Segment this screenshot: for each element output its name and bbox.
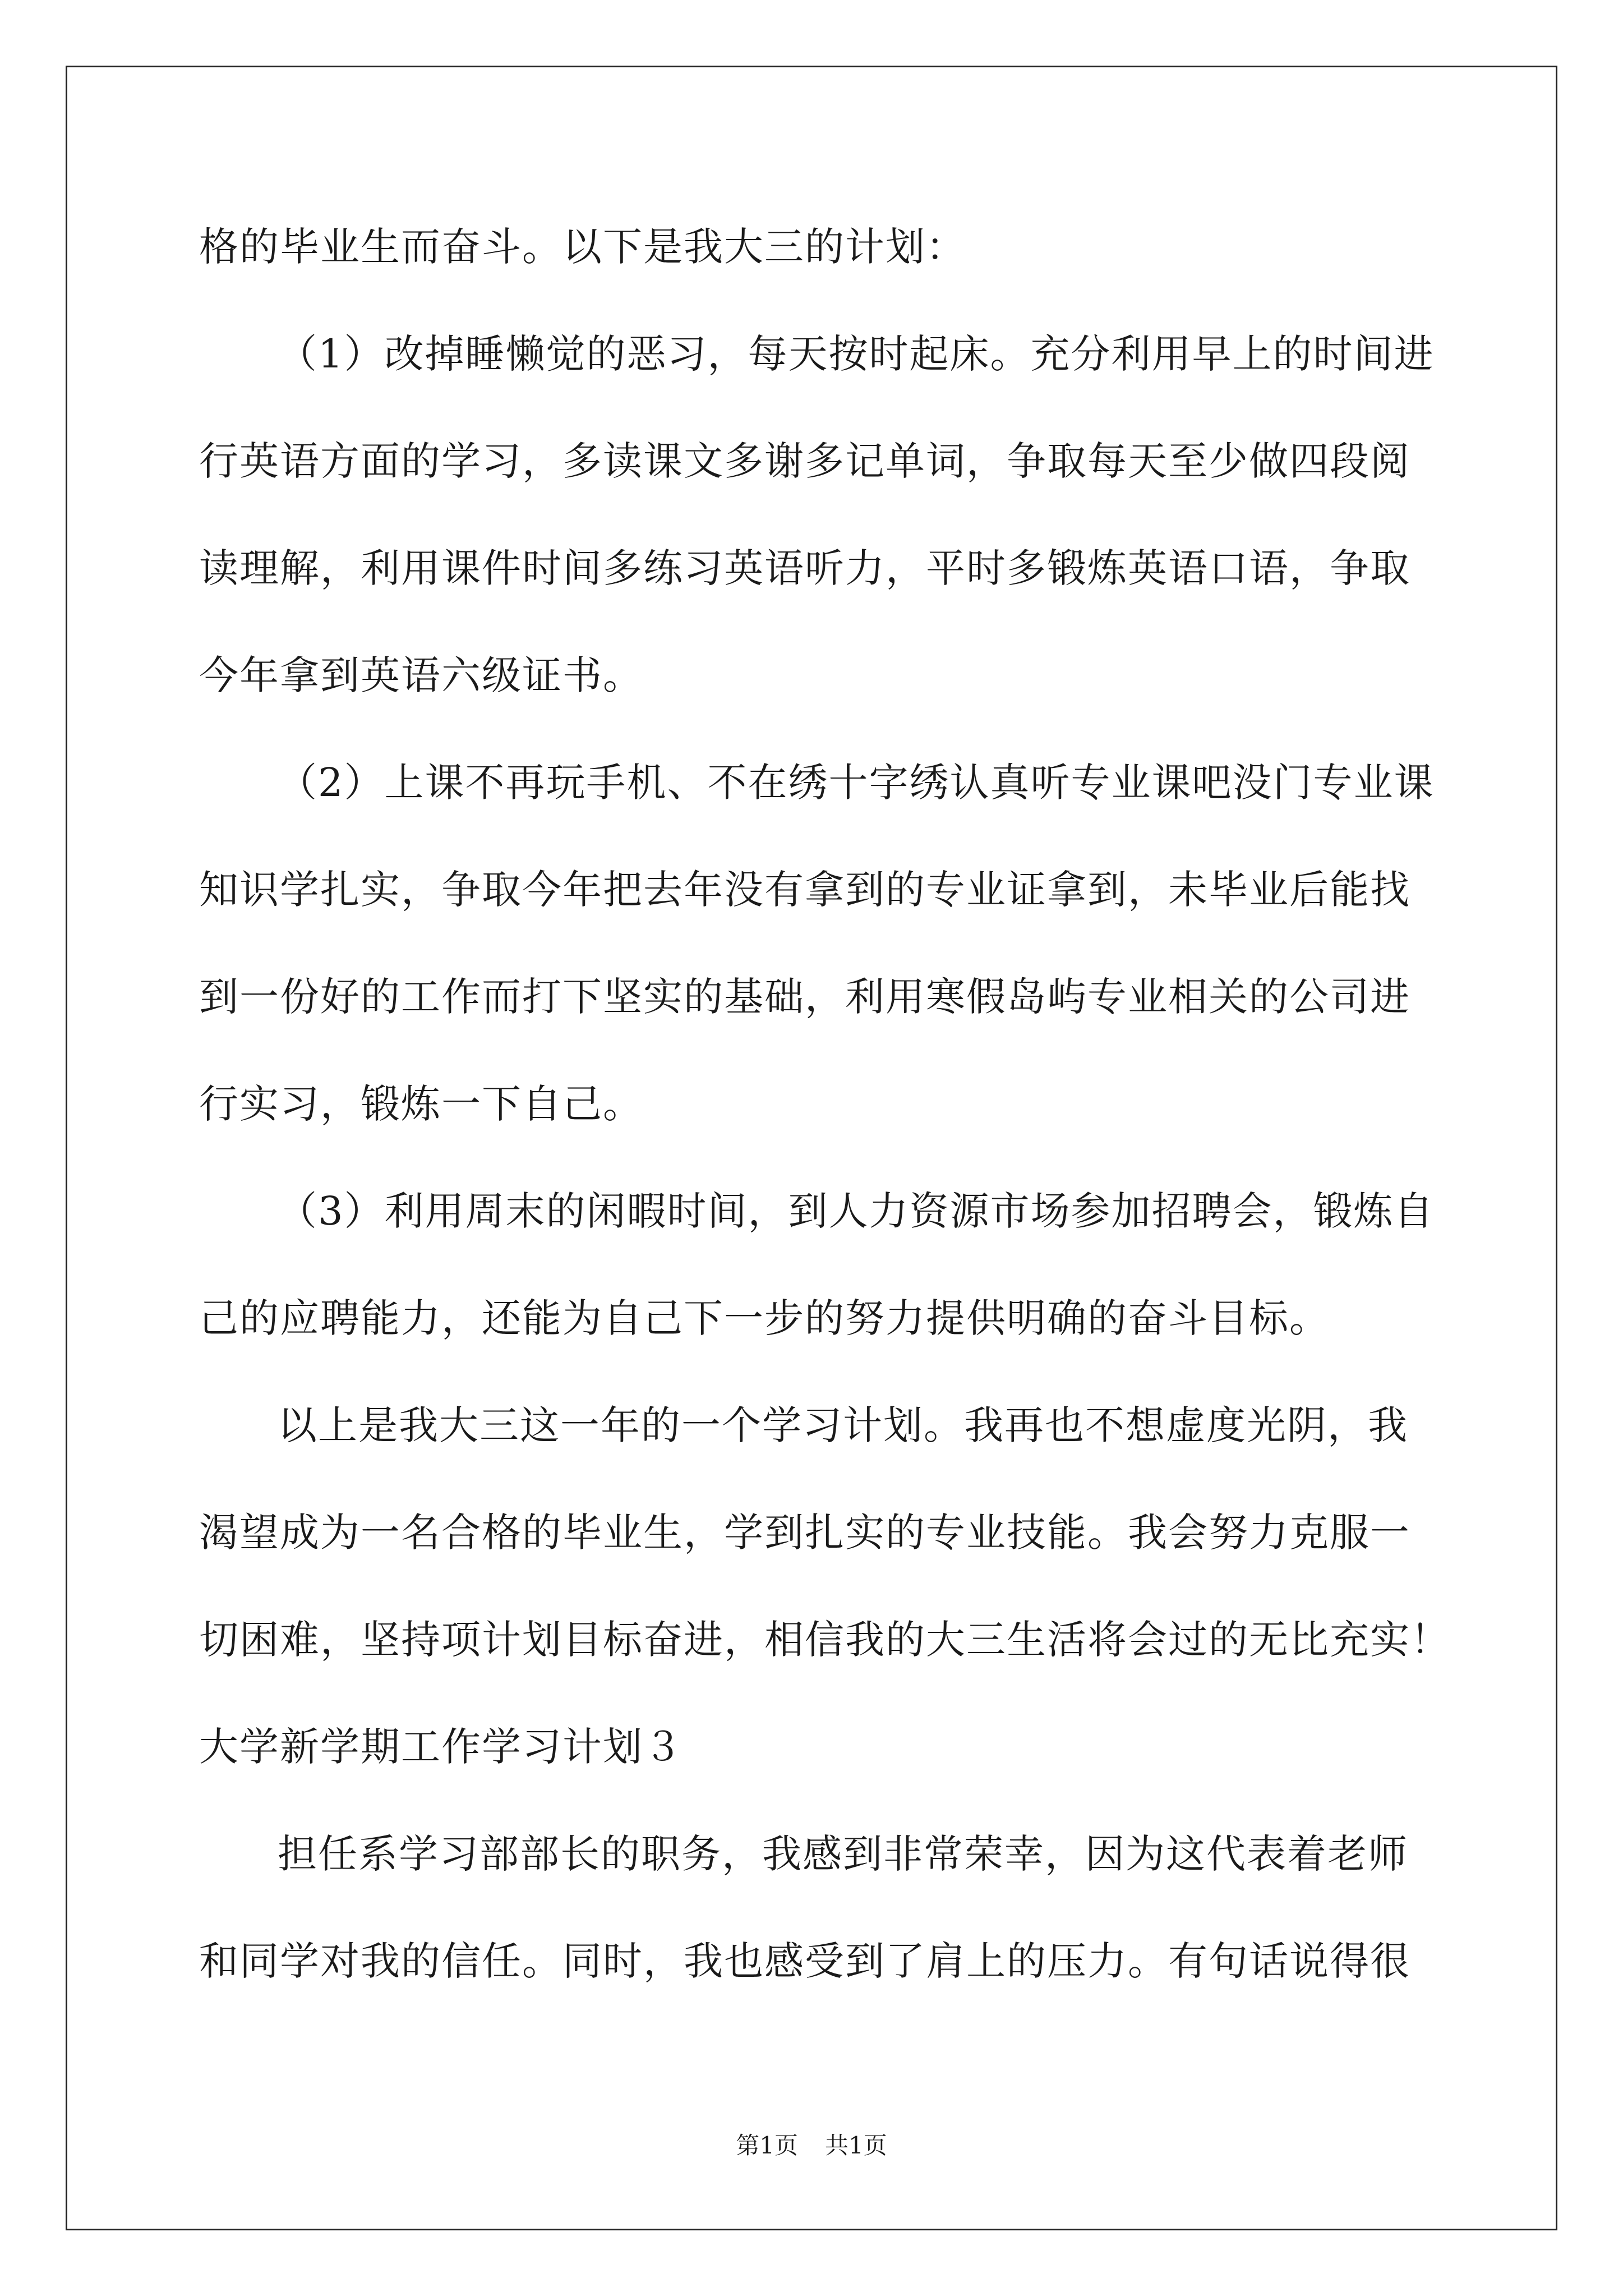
- text-line: 今年拿到英语六级证书。: [199, 652, 643, 698]
- text-line: 己的应聘能力，还能为自己下一步的努力提供明确的奋斗目标。: [199, 1295, 1330, 1341]
- text-line: 以上是我大三这一年的一个学习计划。我再也不想虚度光阴，我: [278, 1402, 1408, 1448]
- text-line: 读理解，利用课件时间多练习英语听力，平时多锻炼英语口语，争取: [199, 545, 1410, 591]
- page-footer: [0, 2129, 1623, 2162]
- text-line: 格的毕业生而奋斗。以下是我大三的计划：: [199, 224, 966, 270]
- text-line: 知识学扎实，争取今年把去年没有拿到的专业证拿到，未毕业后能找: [199, 867, 1410, 913]
- text-line: 渴望成为一名合格的毕业生，学到扎实的专业技能。我会努力克服一: [199, 1510, 1410, 1556]
- text-line: （3）利用周末的闲暇时间，到人力资源市场参加招聘会，锻炼自: [278, 1188, 1435, 1234]
- text-line: 行实习，锻炼一下自己。: [199, 1081, 643, 1127]
- document-body: [199, 213, 1451, 2035]
- text-line: 行英语方面的学习，多读课文多谢多记单词，争取每天至少做四段阅: [199, 438, 1410, 484]
- text-line: （1）改掉睡懒觉的恶习，每天按时起床。充分利用早上的时间进: [278, 331, 1435, 377]
- text-line: 和同学对我的信任。同时，我也感受到了肩上的压力。有句话说得很: [199, 1938, 1410, 1984]
- text-line: 到一份好的工作而打下坚实的基础，利用寒假岛屿专业相关的公司进: [199, 974, 1410, 1020]
- text-line: 担任系学习部部长的职务，我感到非常荣幸，因为这代表着老师: [278, 1831, 1408, 1877]
- text-line: 切困难，坚持项计划目标奋进，相信我的大三生活将会过的无比充实！: [199, 1617, 1451, 1663]
- page-number: 第1页: [736, 2132, 798, 2159]
- page-total: 共1页: [825, 2132, 887, 2159]
- section-heading: 大学新学期工作学习计划３: [199, 1724, 684, 1770]
- text-line: （2）上课不再玩手机、不在绣十字绣认真听专业课吧没门专业课: [278, 760, 1435, 806]
